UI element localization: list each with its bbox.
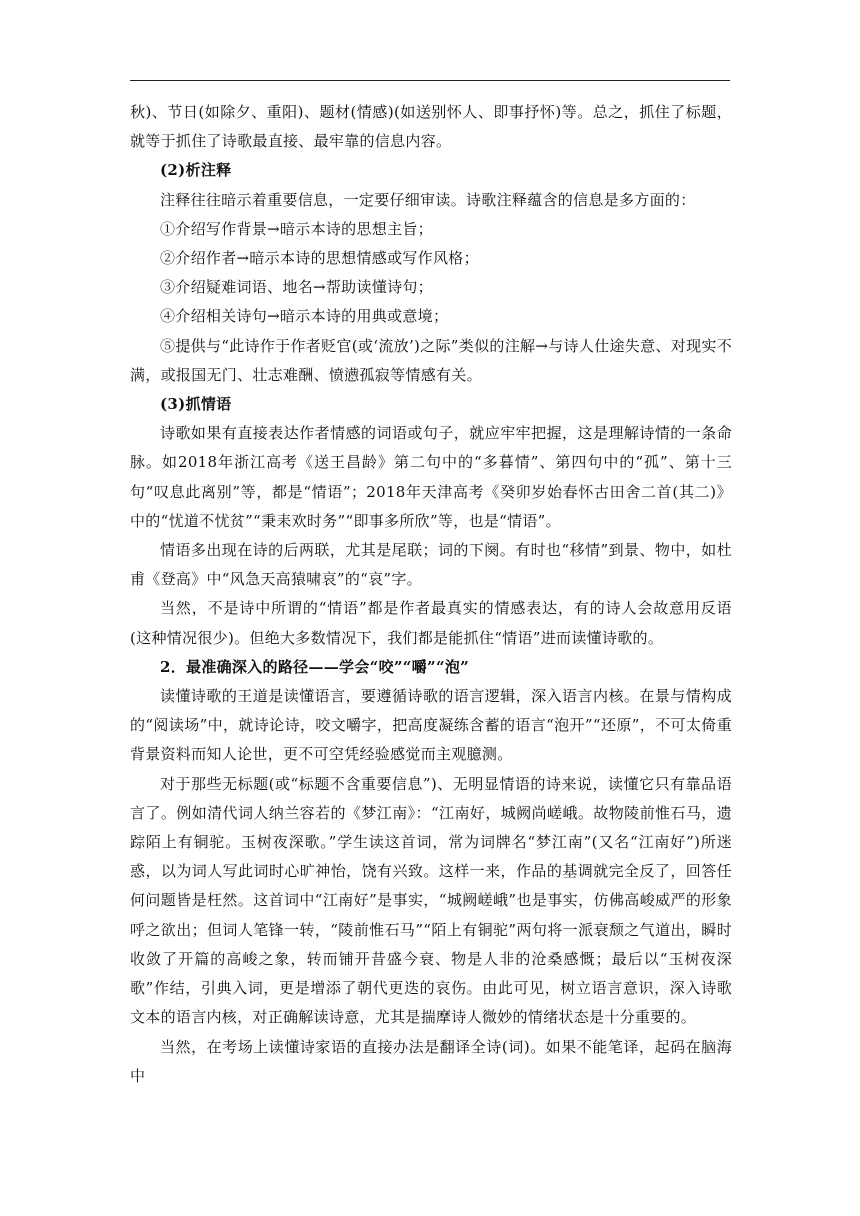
paragraph-language-2: 对于那些无标题(或“标题不含重要信息”)、无明显情语的诗来说，读懂它只有靠品语言了。例如清代词人纳兰容若的《梦江南》：“江南好，城阙尚嵯峨。故物陵前惟石马，遗踪陌上有铜驼。玉树夜深歌。”学生读这首词，常为词牌名“梦江南”(又名“江南好”)所迷惑，以为词人写此词时心旷神怡，饶有兴致。这样一来，作品的基调就完全反了，回答任何问题皆是枉然。这首词中“江南好”是事实，“城阙嵯峨”也是事实，仿佛高峻威严的形象呼之欲出；但词人笔锋一转，“陵前惟石马”“陌上有铜驼”两句将一派衰颓之气道出，瞬时收敛了开篇的高峻之象，转而铺开昔盛今衰、物是人非的沧桑感慨；最后以“玉树夜深歌”作结，引典入词，更是增添了朝代更迭的哀伤。由此可见，树立语言意识，深入诗歌文本的语言内核，对正确解读诗意，尤其是揣摩诗人微妙的情绪状态是十分重要的。: [130, 774, 732, 1027]
heading-annotation: (2)析注释: [160, 161, 232, 180]
list-item: ④介绍相关诗句→暗示本诗的用典或意境；: [160, 307, 449, 326]
paragraph-language-3: 当然，在考场上读懂诗家语的直接办法是翻译全诗(词)。如果不能笔译，起码在脑海中: [130, 1037, 732, 1085]
paragraph-emotion-1: 诗歌如果有直接表达作者情感的词语或句子，就应牢牢把握，这是理解诗情的一条命脉。如2018年浙江高考《送王昌龄》第二句中的“多暮情”、第四句中的“孤”、第十三句“叹息此离别”等，都是“情语”；2018年天津高考《癸卯岁始春怀古田舍二首(其二)》中的“忧道不忧贫”“秉耒欢时务”“即事多所欣”等，也是“情语”。: [130, 424, 732, 530]
heading-emotion-words: (3)抓情语: [160, 395, 232, 414]
paragraph-annotation-intro: 注释往往暗示着重要信息，一定要仔细审读。诗歌注释蕴含的信息是多方面的：: [160, 190, 696, 209]
list-item: ⑤提供与“此诗作于作者贬官(或‘流放’)之际”类似的注解→与诗人仕途失意、对现实不满，或报国无门、壮志难酬、愤懑孤寂等情感有关。: [130, 336, 732, 384]
header-rule: [130, 80, 730, 81]
document-body: [130, 98, 732, 1091]
list-item: ③介绍疑难词语、地名→帮助读懂诗句；: [160, 278, 433, 297]
list-item: ②介绍作者→暗示本诗的思想情感或写作风格；: [160, 249, 479, 268]
paragraph-emotion-2: 情语多出现在诗的后两联，尤其是尾联；词的下阕。有时也“移情”到景、物中，如杜甫《登高》中“风急天高猿啸哀”的“哀”字。: [130, 541, 732, 589]
paragraph-emotion-3: 当然，不是诗中所谓的“情语”都是作者最真实的情感表达，有的诗人会故意用反语(这种情况很少)。但绝大多数情况下，我们都是能抓住“情语”进而读懂诗歌的。: [130, 599, 732, 647]
list-item: ①介绍写作背景→暗示本诗的思想主旨；: [160, 219, 433, 238]
heading-section-2: 2．最准确深入的路径——学会“咬”“嚼”“泡”: [160, 657, 470, 676]
paragraph-title-intro: 秋)、节日(如除夕、重阳)、题材(情感)(如送别怀人、即事抒怀)等。总之，抓住了标题，就等于抓住了诗歌最直接、最牢靠的信息内容。: [130, 103, 732, 151]
paragraph-language-1: 读懂诗歌的王道是读懂语言，要遵循诗歌的语言逻辑，深入语言内核。在景与情构成的“阅读场”中，就诗论诗，咬文嚼字，把高度凝练含蓄的语言“泡开”“还原”，不可太倚重背景资料而知人论世，更不可空凭经验感觉而主观臆测。: [130, 687, 732, 764]
